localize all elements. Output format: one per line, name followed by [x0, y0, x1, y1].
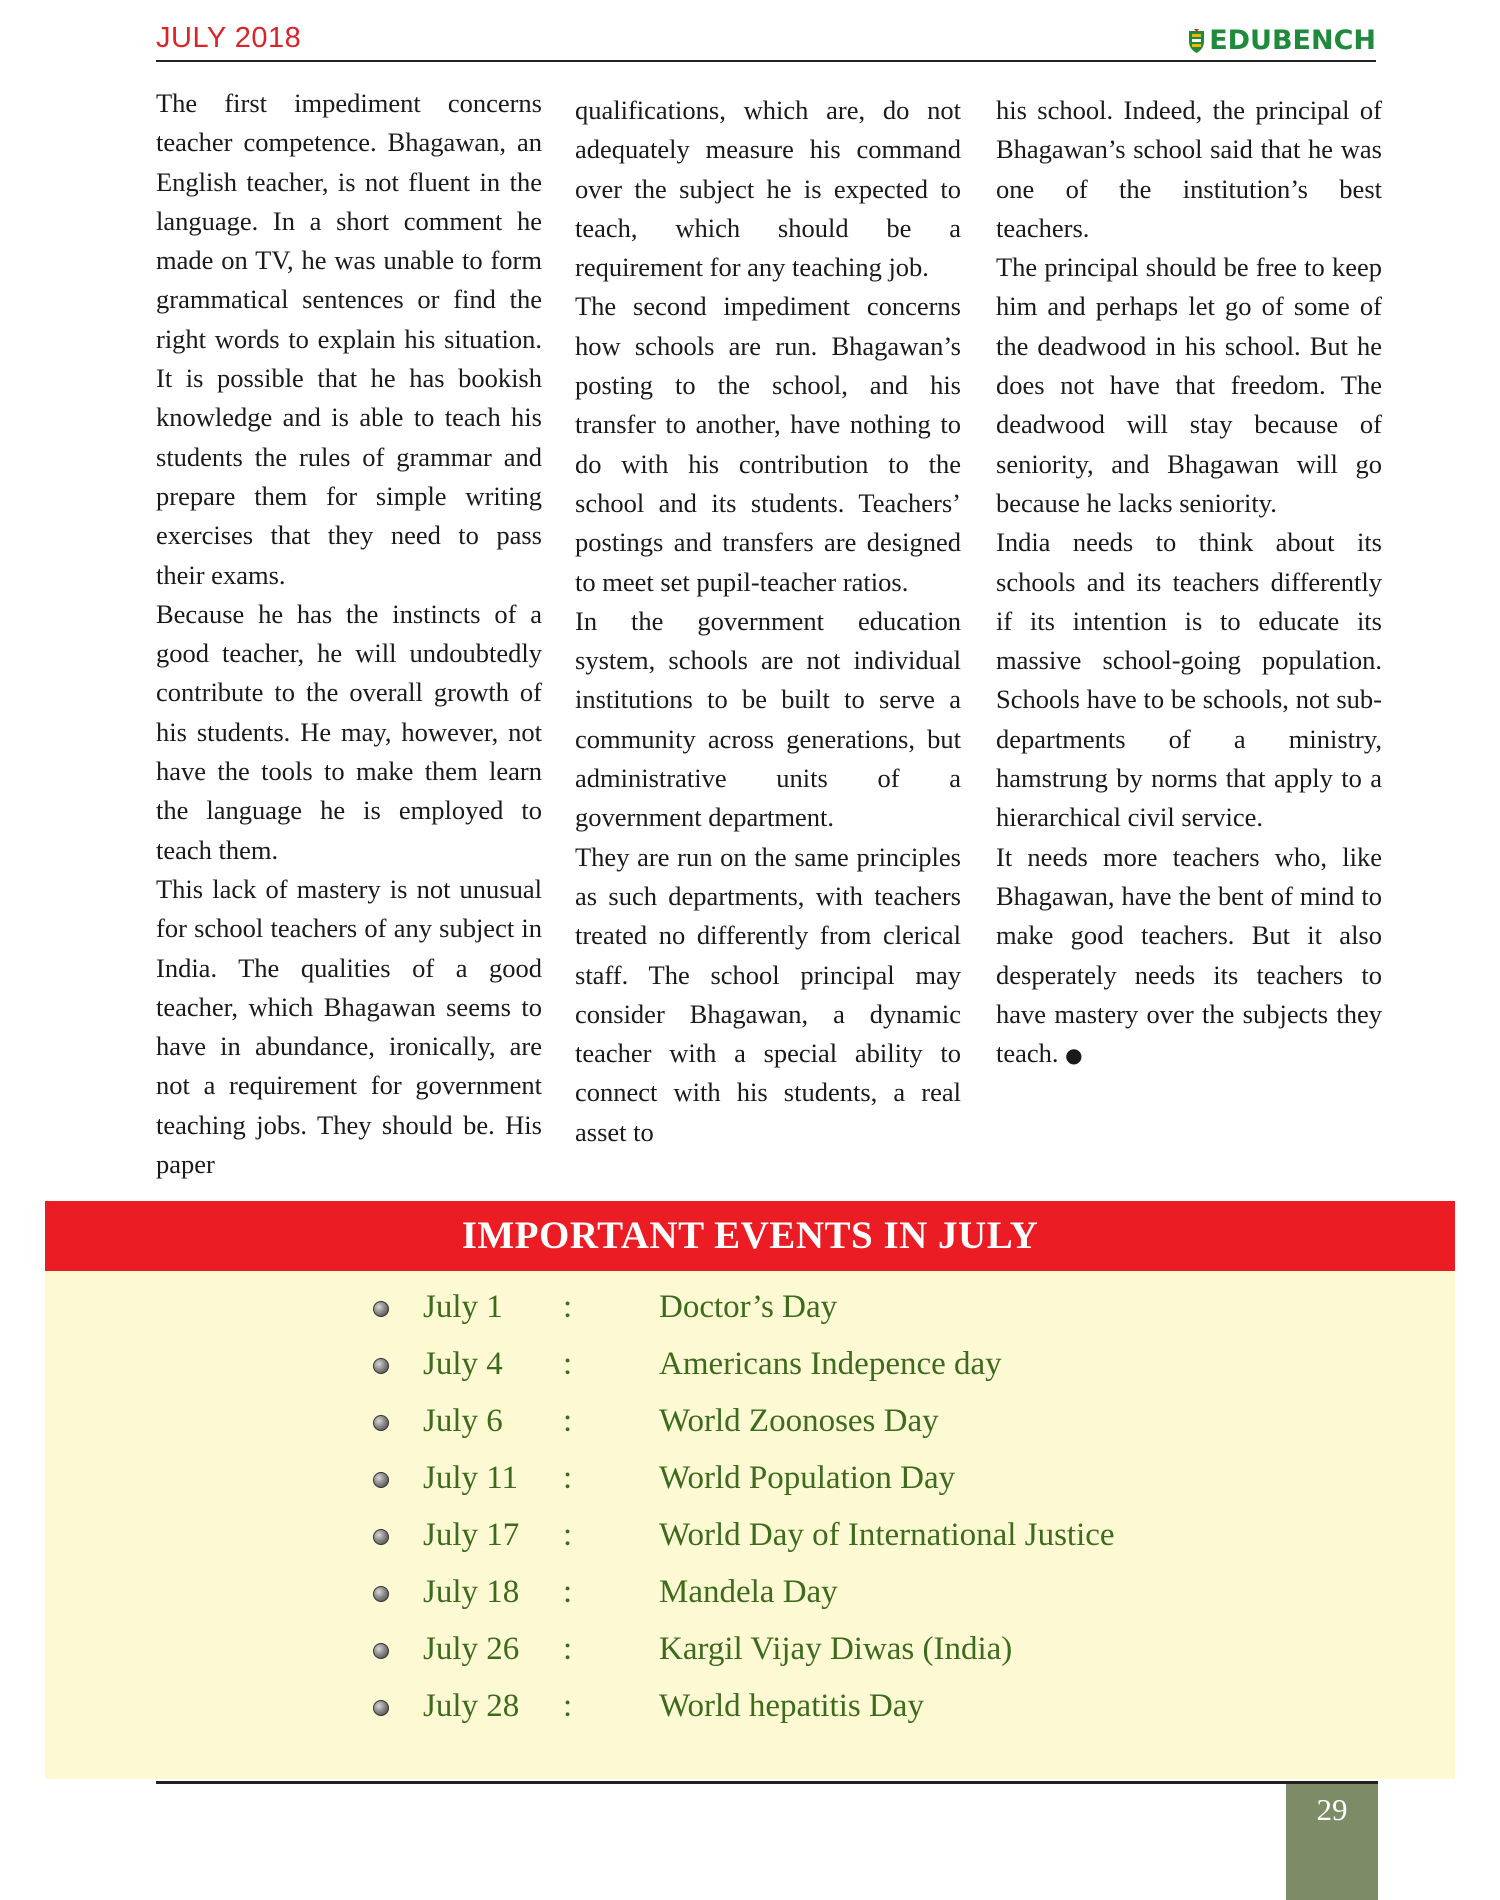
event-name: Mandela Day — [659, 1574, 838, 1610]
paragraph: In the government education system, schools are not individual institutions to be built to serve a community across generations, but administrative units of a government department. — [575, 605, 961, 833]
edubench-shield-logo-icon — [1188, 28, 1205, 54]
brand-logo — [1188, 25, 1376, 56]
event-item — [45, 1346, 1455, 1403]
footer-rule — [156, 1781, 1378, 1784]
article-body — [156, 84, 1382, 1184]
event-name: World Population Day — [659, 1460, 956, 1496]
issue-date: JULY 2018 — [156, 22, 302, 54]
event-separator: : — [563, 1346, 573, 1382]
grey-sphere-bullet-icon — [373, 1358, 389, 1374]
event-name: World Day of International Justice — [659, 1517, 1115, 1553]
paragraph-text: It needs more teachers who, like Bhagawan, have the bent of mind to make good teachers. But it also desperately needs its teachers to have mastery over the subjects they teach. — [996, 841, 1382, 1069]
event-date: July 28 — [423, 1688, 520, 1724]
event-separator: : — [563, 1517, 573, 1553]
paragraph: They are run on the same principles as such departments, with teachers treated no differently from clerical staff. The school principal may consider Bhagawan, a dynamic teacher with a special ability to connect with his students, a real asset to — [575, 841, 961, 1147]
event-separator: : — [563, 1688, 573, 1724]
event-date: July 11 — [423, 1460, 519, 1496]
brand-name: EDUBENCH — [1209, 25, 1376, 56]
paragraph: India needs to think about its schools and its teachers differently if its intention is to educate its massive school-going population. Schools have to be schools, not sub-departments of a ministry, hamstrung by norms that apply to a hierarchical civil service. — [996, 527, 1382, 833]
event-name: Doctor’s Day — [659, 1289, 838, 1325]
paragraph: his school. Indeed, the principal of Bhagawan’s school said that he was one of the institution’s best teachers. — [996, 95, 1382, 243]
page-header — [156, 18, 1376, 62]
grey-sphere-bullet-icon — [373, 1643, 389, 1659]
event-date: July 18 — [423, 1574, 520, 1610]
event-item — [45, 1289, 1455, 1346]
event-name: World Zoonoses Day — [659, 1403, 939, 1439]
event-date: July 17 — [423, 1517, 520, 1553]
grey-sphere-bullet-icon — [373, 1301, 389, 1317]
grey-sphere-bullet-icon — [373, 1700, 389, 1716]
event-name: Kargil Vijay Diwas (India) — [659, 1631, 1013, 1667]
event-separator: : — [563, 1403, 573, 1439]
paragraph: Because he has the instincts of a good teacher, he will undoubtedly contribute to the overall growth of his students. He may, however, not have the tools to make them learn the language he is employed to teach them. — [156, 598, 542, 865]
grey-sphere-bullet-icon — [373, 1586, 389, 1602]
paragraph: The first impediment concerns teacher competence. Bhagawan, an English teacher, is not fluent in the language. In a short comment he made on TV, he was unable to form grammatical sentences or find the right words to explain his situation. It is possible that he has bookish knowledge and is able to teach his students the rules of grammar and prepare them for simple writing exercises that they need to pass their exams. — [156, 88, 542, 590]
end-mark-icon: ● — [1065, 1043, 1083, 1068]
paragraph: The principal should be free to keep him and perhaps let go of some of the deadwood in his school. But he does not have that freedom. The deadwood will stay because of seniority, and Bhagawan will go because he lacks seniority. — [996, 252, 1382, 518]
event-date: July 26 — [423, 1631, 520, 1667]
event-date: July 6 — [423, 1403, 503, 1439]
article-column-3 — [996, 91, 1382, 1075]
events-list — [45, 1289, 1455, 1745]
event-item — [45, 1631, 1455, 1688]
paragraph: The second impediment concerns how schools are run. Bhagawan’s posting to the school, and his transfer to another, have nothing to do with his contribution to the school and its students. Teachers’ postings and transfers are designed to meet set pupil-teacher ratios. — [575, 291, 961, 597]
event-separator: : — [563, 1289, 573, 1325]
important-events-box — [45, 1201, 1455, 1779]
page-number: 29 — [1286, 1784, 1378, 1900]
event-item — [45, 1460, 1455, 1517]
paragraph: qualifications, which are, do not adequately measure his command over the subject he is expected to teach, which should be a requirement for any teaching job. — [575, 95, 961, 283]
grey-sphere-bullet-icon — [373, 1415, 389, 1431]
grey-sphere-bullet-icon — [373, 1472, 389, 1488]
article-column-1 — [156, 84, 542, 1184]
event-date: July 1 — [423, 1289, 503, 1325]
grey-sphere-bullet-icon — [373, 1529, 389, 1545]
event-name: World hepatitis Day — [659, 1688, 924, 1724]
event-separator: : — [563, 1460, 573, 1496]
event-separator: : — [563, 1574, 573, 1610]
event-item — [45, 1574, 1455, 1631]
event-item — [45, 1517, 1455, 1574]
event-date: July 4 — [423, 1346, 503, 1382]
paragraph-final — [996, 838, 1382, 1076]
event-name: Americans Indepence day — [659, 1346, 1002, 1382]
events-title: IMPORTANT EVENTS IN JULY — [45, 1201, 1455, 1271]
event-item — [45, 1403, 1455, 1460]
article-column-2 — [575, 91, 961, 1152]
event-item — [45, 1688, 1455, 1745]
event-separator: : — [563, 1631, 573, 1667]
paragraph: This lack of mastery is not unusual for school teachers of any subject in India. The qualities of a good teacher, which Bhagawan seems to have in abundance, ironically, are not a requirement for government teaching jobs. They should be. His paper — [156, 873, 542, 1180]
